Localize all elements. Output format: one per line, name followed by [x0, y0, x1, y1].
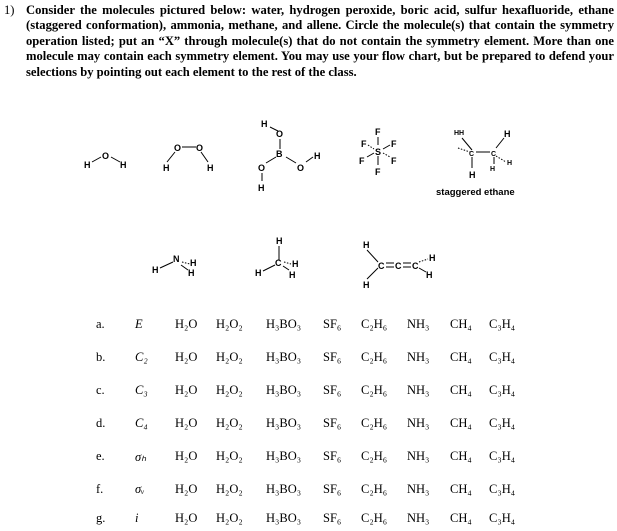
molecule-choice[interactable]: C₃H₄ — [489, 383, 516, 397]
atom-label: C — [395, 261, 402, 271]
molecule-choice[interactable]: SF₆ — [323, 449, 342, 463]
table-row — [0, 482, 617, 502]
molecule-choice[interactable]: H₃BO₃ — [266, 383, 302, 397]
molecule-choice[interactable]: NH₃ — [407, 383, 430, 397]
molecule-choice[interactable]: C₃H₄ — [489, 511, 516, 525]
table-row — [0, 511, 617, 531]
molecule-choice[interactable]: SF₆ — [323, 317, 342, 331]
symmetry-operation: i — [135, 511, 139, 525]
symmetry-operation: E — [135, 317, 143, 331]
table-row — [0, 416, 617, 436]
molecule-choice[interactable]: H₃BO₃ — [266, 511, 302, 525]
atom-label: H — [190, 258, 197, 268]
row-letter: a. — [96, 317, 105, 331]
table-row — [0, 449, 617, 469]
atom-label: H — [469, 170, 476, 180]
molecule-choice[interactable]: NH₃ — [407, 416, 430, 430]
molecule-choice[interactable]: C₂H₆ — [361, 350, 388, 364]
atom-label: F — [391, 139, 397, 149]
molecule-choice[interactable]: H₃BO₃ — [266, 350, 302, 364]
atom-label: N — [173, 254, 180, 264]
atom-label: S — [375, 147, 382, 157]
molecule-choice[interactable]: H₃BO₃ — [266, 317, 302, 331]
boric-acid-structure — [250, 115, 330, 200]
ammonia-structure — [152, 250, 212, 285]
molecule-choice[interactable]: H₂O — [175, 383, 198, 397]
molecule-choice[interactable]: C₃H₄ — [489, 350, 516, 364]
table-row — [0, 350, 617, 370]
row-letter: b. — [96, 350, 106, 364]
atom-label: C — [469, 151, 475, 158]
symmetry-operation: C₂ — [135, 350, 148, 364]
molecule-choice[interactable]: H₂O₂ — [216, 482, 243, 496]
molecule-choice[interactable]: C₃H₄ — [489, 416, 516, 430]
molecule-choice[interactable]: SF₆ — [323, 482, 342, 496]
atom-label: O — [276, 129, 284, 139]
row-letter: d. — [96, 416, 106, 430]
molecule-choice[interactable]: H₂O — [175, 416, 198, 430]
atom-label: H — [504, 129, 511, 139]
atom-label: F — [361, 139, 367, 149]
water-structure — [84, 148, 144, 183]
atom-label: H — [426, 270, 433, 280]
molecule-choice[interactable]: CH₄ — [450, 416, 472, 430]
atom-label: F — [375, 167, 381, 177]
molecule-choice[interactable]: H₂O₂ — [216, 416, 243, 430]
molecule-choice[interactable]: H₂O — [175, 511, 198, 525]
atom-label: H — [84, 160, 91, 170]
symmetry-operation: σₕ — [135, 450, 147, 464]
molecule-choice[interactable]: H₃BO₃ — [266, 449, 302, 463]
sulfur-hexafluoride-structure — [350, 125, 410, 190]
atom-label: H — [363, 240, 370, 250]
atom-label: H — [258, 183, 265, 193]
atom-label: H — [429, 253, 436, 263]
atom-label: C — [378, 261, 385, 271]
atom-label: H — [255, 268, 262, 278]
atom-label: H — [120, 160, 127, 170]
molecule-choice[interactable]: CH₄ — [450, 482, 472, 496]
molecule-choice[interactable]: H₂O — [175, 482, 198, 496]
molecule-choice[interactable]: H₂O — [175, 317, 198, 331]
atom-label: H — [490, 166, 496, 173]
atom-label: O — [102, 151, 110, 161]
molecule-choice[interactable]: C₂H₆ — [361, 317, 388, 331]
atom-label: H — [292, 259, 299, 269]
symmetry-operation: C₄ — [135, 416, 148, 430]
atom-label: H — [454, 130, 460, 137]
atom-label: F — [375, 127, 381, 137]
molecule-choice[interactable]: NH₃ — [407, 449, 430, 463]
molecule-choice[interactable]: NH₃ — [407, 482, 430, 496]
molecule-choice[interactable]: C₂H₆ — [361, 511, 388, 525]
atom-label: H — [276, 236, 283, 246]
atom-label: H — [207, 163, 214, 173]
molecule-choice[interactable]: C₂H₆ — [361, 416, 388, 430]
molecule-choice[interactable]: C₂H₆ — [361, 383, 388, 397]
table-row — [0, 317, 617, 337]
molecule-choice[interactable]: C₃H₄ — [489, 482, 516, 496]
molecule-choice[interactable]: NH₃ — [407, 350, 430, 364]
molecule-choice[interactable]: CH₄ — [450, 511, 472, 525]
molecule-choice[interactable]: C₂H₆ — [361, 482, 388, 496]
row-letter: e. — [96, 449, 105, 463]
molecule-choice[interactable]: CH₄ — [450, 317, 472, 331]
table-row — [0, 383, 617, 403]
atom-label: H — [507, 160, 513, 167]
molecule-choice[interactable]: H₂O — [175, 449, 198, 463]
molecule-choice[interactable]: SF₆ — [323, 350, 342, 364]
row-letter: f. — [96, 482, 104, 496]
atom-label: O — [196, 143, 204, 153]
atom-label: H — [163, 163, 170, 173]
question-number: 1) — [4, 3, 15, 17]
molecule-choice[interactable]: H₂O₂ — [216, 350, 243, 364]
atom-label: C — [275, 258, 282, 268]
atom-label: C — [491, 151, 497, 158]
hydrogen-peroxide-structure — [163, 138, 223, 183]
atom-label: H — [261, 119, 268, 129]
molecule-choice[interactable]: H₃BO₃ — [266, 416, 302, 430]
molecule-choice[interactable]: SF₆ — [323, 416, 342, 430]
atom-label: H — [152, 265, 159, 275]
molecule-choice[interactable]: C₃H₄ — [489, 317, 516, 331]
molecule-choice[interactable]: CH₄ — [450, 383, 472, 397]
atom-label: H — [314, 151, 321, 161]
molecule-choice[interactable]: NH₃ — [407, 317, 430, 331]
atom-label: H — [363, 280, 370, 290]
atom-label: F — [359, 156, 365, 166]
atom-label: O — [174, 143, 182, 153]
molecule-choice[interactable]: CH₄ — [450, 449, 472, 463]
molecule-choice[interactable]: H₃BO₃ — [266, 482, 302, 496]
molecule-choice[interactable]: H₂O — [175, 350, 198, 364]
row-letter: c. — [96, 383, 105, 397]
atom-label: O — [297, 163, 305, 173]
atom-label: H — [459, 130, 465, 137]
molecule-choice[interactable]: SF₆ — [323, 383, 342, 397]
atom-label: C — [412, 261, 419, 271]
molecule-choice[interactable]: H₂O₂ — [216, 383, 243, 397]
molecule-choice[interactable]: CH₄ — [450, 350, 472, 364]
row-letter: g. — [96, 511, 106, 525]
molecule-choice[interactable]: H₂O₂ — [216, 449, 243, 463]
atom-label: H — [188, 268, 195, 278]
atom-label: F — [391, 156, 397, 166]
symmetry-operation: C₃ — [135, 383, 148, 397]
molecule-choice[interactable]: C₂H₆ — [361, 449, 388, 463]
atom-label: O — [258, 163, 266, 173]
allene-structure — [358, 238, 448, 293]
molecule-choice[interactable]: NH₃ — [407, 511, 430, 525]
molecule-choice[interactable]: H₂O₂ — [216, 317, 243, 331]
symmetry-operation: σᵥ — [135, 482, 145, 496]
molecule-choice[interactable]: C₃H₄ — [489, 449, 516, 463]
atom-label: H — [289, 270, 296, 280]
molecule-choice[interactable]: H₂O₂ — [216, 511, 243, 525]
question-text: Consider the molecules pictured below: water, hydrogen peroxide, boric acid, sulfur hexafluoride, ethane (staggered conformation), ammonia, methane, and allene. Circle the molecule(s) that contain the symmetry operation listed; put an “X” through molecule(s) that do not contain the symmetry element. More than one molecule may contain each symmetry element. You may use your flow chart, but be prepared to defend your selections by pointing out each element to the rest of the class. — [26, 3, 614, 79]
atom-label: B — [276, 149, 283, 159]
methane-structure — [253, 234, 313, 289]
molecule-choice[interactable]: SF₆ — [323, 511, 342, 525]
staggered-ethane-structure — [448, 126, 523, 186]
ethane-caption: staggered ethane — [436, 187, 515, 198]
